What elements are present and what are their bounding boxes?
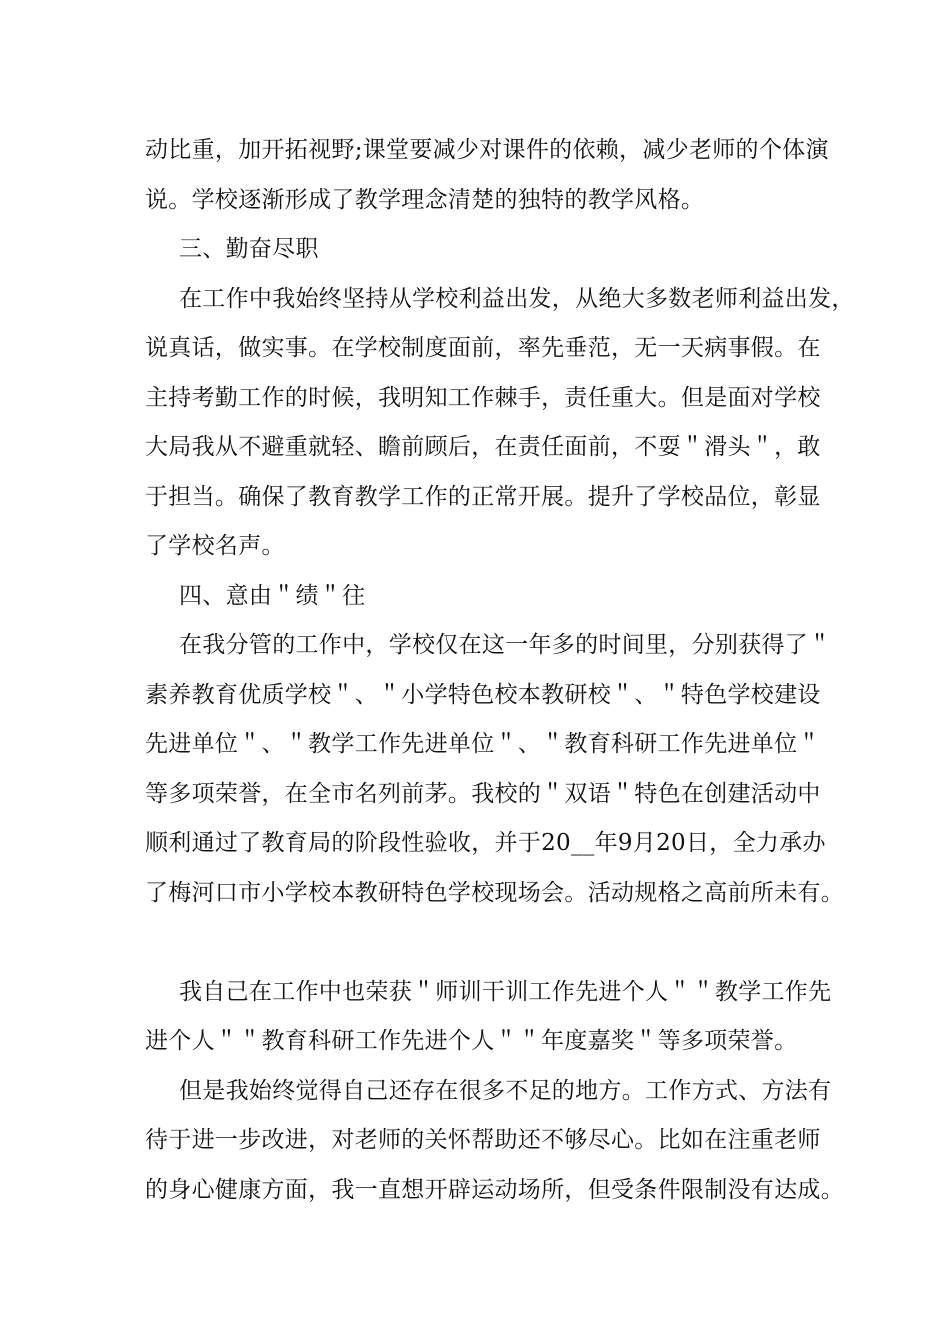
- text-line-4: 在工作中我始终坚持从学校利益出发，从绝大多数老师利益出发，: [179, 285, 855, 312]
- text-line-1: 动比重，加开拓视野;课堂要减少对课件的依赖，减少老师的个体演: [145, 137, 829, 163]
- text-line-17: 我自己在工作中也荣获＂师训干训工作先进个人＂＂教学工作先: [179, 978, 832, 1005]
- text-line-7: 大局我从不避重就轻、瞻前顾后，在责任面前，不耍＂滑头＂，敢: [145, 434, 821, 460]
- text-line-11: 在我分管的工作中，学校仅在这一年多的时间里，分别获得了＂: [179, 632, 832, 658]
- text-line-8: 于担当。确保了教育教学工作的正常开展。提升了学校品位，彰显: [145, 483, 821, 510]
- text-line-2: 说。学校逐渐形成了教学理念清楚的独特的教学风格。: [145, 186, 705, 213]
- text-line-12: 素养教育优质学校＂、＂小学特色校本教研校＂、＂特色学校建设: [145, 681, 821, 708]
- text-line-20: 待于进一步改进，对老师的关怀帮助还不够尽心。比如在注重老师: [145, 1127, 821, 1153]
- section-heading-4: 四、意由＂绩＂往: [179, 582, 366, 609]
- text-line-6: 主持考勤工作的时候，我明知工作棘手，责任重大。但是面对学校: [145, 384, 821, 411]
- text-line-15: 顺利通过了教育局的阶段性验收，并于20__年9月20日，全力承办: [145, 830, 826, 856]
- text-line-21: 的身心健康方面，我一直想开辟运动场所，但受条件限制没有达成。: [145, 1176, 844, 1203]
- text-line-16: 了梅河口市小学校本教研特色学校现场会。活动规格之高前所未有。: [145, 879, 844, 906]
- document-body: [145, 126, 855, 1215]
- text-line-13: 先进单位＂、＂教学工作先进单位＂、＂教育科研工作先进单位＂: [145, 731, 821, 757]
- text-line-5: 说真话，做实事。在学校制度面前，率先垂范，无一天病事假。在: [145, 335, 821, 361]
- text-line-9: 了学校名声。: [145, 533, 285, 559]
- text-line-14: 等多项荣誉，在全市名列前茅。我校的＂双语＂特色在创建活动中: [145, 780, 821, 807]
- text-line-19: 但是我始终觉得自己还存在很多不足的地方。工作方式、方法有: [179, 1077, 832, 1104]
- text-line-18: 进个人＂＂教育科研工作先进个人＂＂年度嘉奖＂等多项荣誉。: [145, 1028, 798, 1054]
- paragraph-spacer: [145, 918, 835, 968]
- section-heading-3: 三、勤奋尽职: [179, 236, 319, 262]
